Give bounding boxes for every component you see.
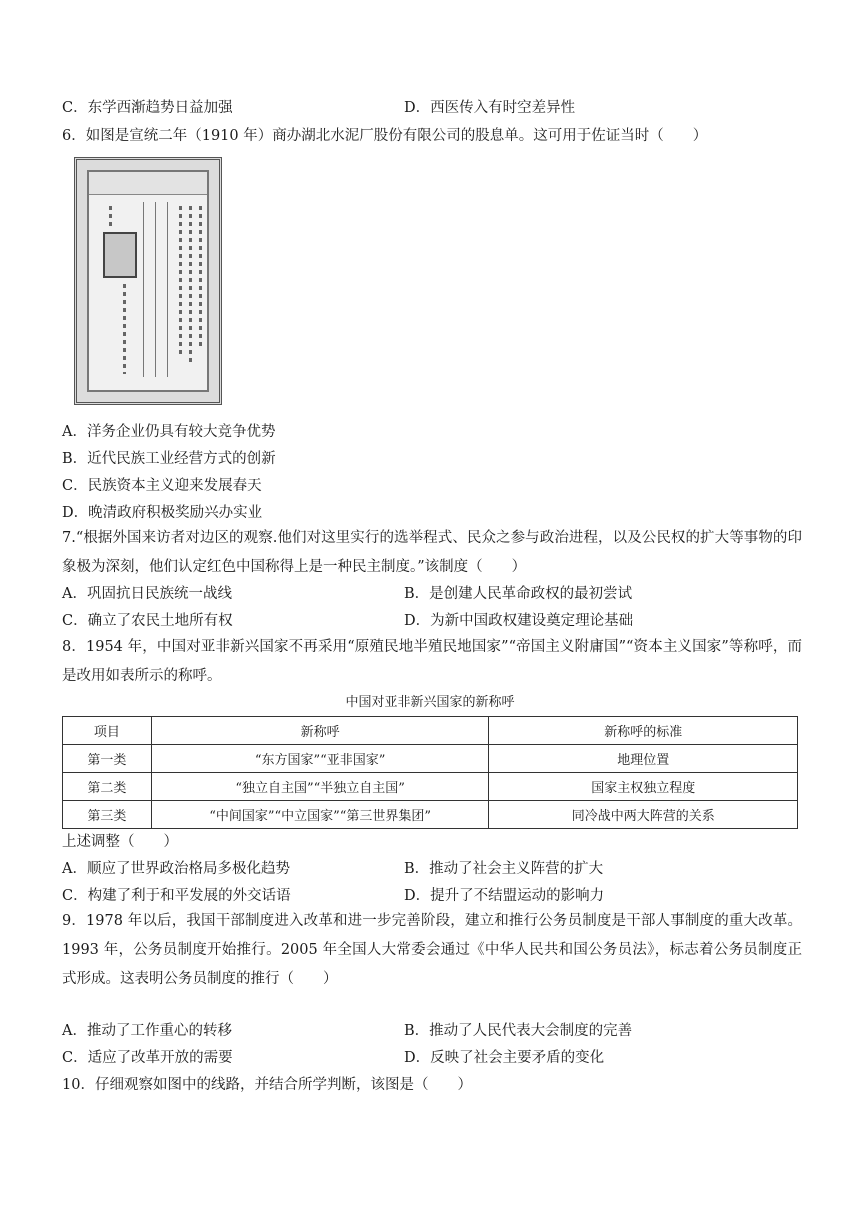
q9-stem: 9．1978 年以后，我国干部制度进入改革和进一步完善阶段，建立和推行公务员制度是干部人事制度的重大改革。1993 年，公务员制度开始推行。2005 年全国人大常委会通过《中华人民共和国公务员法》，标志着公务员制度正式形成。这表明公务员制度的推行（ ） — [62, 913, 802, 987]
table-header-cell: 新称呼 — [151, 717, 489, 745]
table-cell: 第二类 — [63, 773, 152, 801]
table-header-row — [63, 717, 798, 745]
table-row — [63, 773, 798, 801]
q8-table — [62, 716, 798, 829]
q9-option-c[interactable]: C．适应了改革开放的需要 — [62, 1050, 233, 1066]
q6-option-a[interactable]: A．洋务企业仍具有较大竞争优势 — [62, 424, 276, 440]
q7-option-c[interactable]: C．确立了农民土地所有权 — [62, 613, 233, 629]
q8-after-table: 上述调整（ ） — [62, 834, 178, 850]
q5-option-d[interactable]: D．西医传入有时空差异性 — [404, 100, 576, 116]
table-cell: 同冷战中两大阵营的关系 — [489, 801, 798, 829]
certificate-text-column — [123, 284, 126, 374]
q6-option-b[interactable]: B．近代民族工业经营方式的创新 — [62, 451, 276, 467]
q8-option-b[interactable]: B．推动了社会主义阵营的扩大 — [404, 861, 604, 877]
table-cell: 地理位置 — [489, 745, 798, 773]
q7-option-a[interactable]: A．巩固抗日民族统一战线 — [62, 586, 232, 602]
q8-stem: 8．1954 年，中国对亚非新兴国家不再采用“原殖民地半殖民地国家”“帝国主义附庸国”“资本主义国家”等称呼，而是改用如表所示的称呼。 — [62, 639, 802, 684]
table-row — [63, 745, 798, 773]
q7-stem: 7.“根据外国来访者对边区的观察.他们对这里实行的选举程式、民众之参与政治进程，以及公民权的扩大等事物的印象极为深刻，他们认定红色中国称得上是一种民主制度。”该制度（ ） — [62, 530, 802, 575]
table-row — [63, 801, 798, 829]
certificate-text-column — [109, 206, 112, 226]
q5-option-c[interactable]: C．东学西渐趋势日益加强 — [62, 100, 233, 116]
table-cell: “东方国家”“亚非国家” — [151, 745, 489, 773]
q6-option-c[interactable]: C．民族资本主义迎来发展春天 — [62, 478, 262, 494]
table-cell: 第一类 — [63, 745, 152, 773]
q8-option-a[interactable]: A．顺应了世界政治格局多极化趋势 — [62, 861, 290, 877]
certificate-frame — [87, 170, 209, 392]
q6-stem: 6．如图是宣统二年（1910 年）商办湖北水泥厂股份有限公司的股息单。这可用于佐证当时（ ） — [62, 128, 708, 144]
q7-option-d[interactable]: D．为新中国政权建设奠定理论基础 — [404, 613, 634, 629]
certificate-header — [89, 172, 207, 195]
certificate-column-rule — [167, 202, 168, 377]
q9-option-d[interactable]: D．反映了社会主要矛盾的变化 — [404, 1050, 605, 1066]
dividend-certificate-image — [74, 157, 222, 405]
table-cell: “中间国家”“中立国家”“第三世界集团” — [151, 801, 489, 829]
q9-option-b[interactable]: B．推动了人民代表大会制度的完善 — [404, 1023, 633, 1039]
q7-option-b[interactable]: B．是创建人民革命政权的最初尝试 — [404, 586, 633, 602]
table-header-cell: 项目 — [63, 717, 152, 745]
table-cell: 国家主权独立程度 — [489, 773, 798, 801]
table-cell: 第三类 — [63, 801, 152, 829]
table-cell: “独立自主国”“半独立自主国” — [151, 773, 489, 801]
q8-option-d[interactable]: D．提升了不结盟运动的影响力 — [404, 888, 605, 904]
q8-option-c[interactable]: C．构建了利于和平发展的外交话语 — [62, 888, 291, 904]
certificate-column-rule — [155, 202, 156, 377]
certificate-text-column — [199, 206, 202, 346]
certificate-column-rule — [143, 202, 144, 377]
q8-table-title: 中国对亚非新兴国家的新称呼 — [345, 695, 515, 710]
table-header-cell: 新称呼的标准 — [489, 717, 798, 745]
certificate-text-column — [189, 206, 192, 366]
certificate-text-column — [179, 206, 182, 356]
q10-stem: 10．仔细观察如图中的线路，并结合所学判断，该图是（ ） — [62, 1077, 472, 1093]
q9-option-a[interactable]: A．推动了工作重心的转移 — [62, 1023, 232, 1039]
q6-option-d[interactable]: D．晚清政府积极奖励兴办实业 — [62, 505, 263, 521]
certificate-seal — [103, 232, 137, 278]
